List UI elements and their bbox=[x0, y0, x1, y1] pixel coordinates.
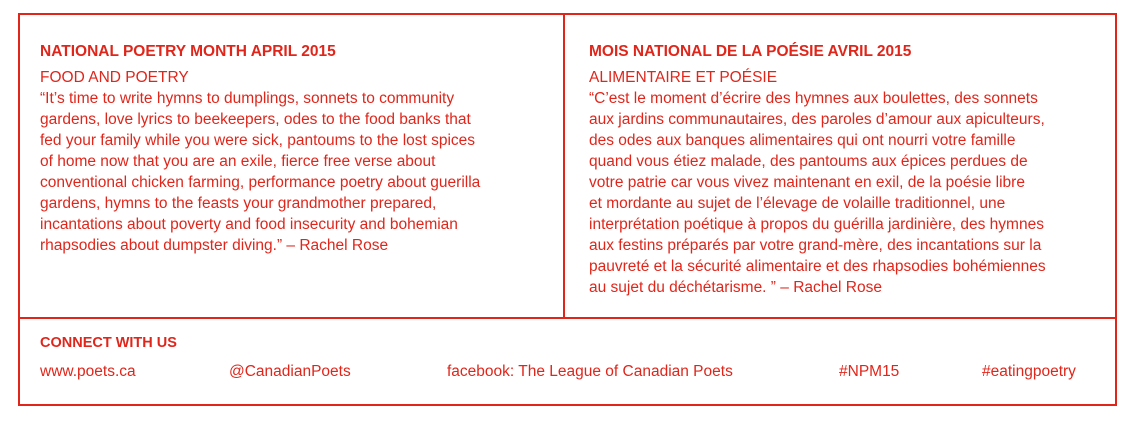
quote-line: incantations about poverty and food insecurity and bohemian bbox=[40, 216, 458, 233]
quote-line: conventional chicken farming, performance poetry about guerilla bbox=[40, 174, 481, 191]
quote-line: au sujet du déchétarisme. ” – Rachel Rose bbox=[589, 279, 882, 296]
quote-line: interprétation poétique à propos du guérilla jardinière, des hymnes bbox=[589, 216, 1044, 233]
english-quote bbox=[40, 88, 550, 256]
quote-line: “C’est le moment d’écrire des hymnes aux boulettes, des sonnets bbox=[589, 90, 1038, 107]
website-link[interactable]: www.poets.ca bbox=[40, 363, 136, 380]
hashtag-eatingpoetry[interactable]: #eatingpoetry bbox=[982, 363, 1076, 380]
quote-line: votre patrie car vous vivez maintenant en exil, de la poésie libre bbox=[589, 174, 1025, 191]
french-heading bbox=[589, 42, 1099, 62]
english-column bbox=[40, 42, 550, 256]
quote-line: fed your family while you were sick, pantoums to the lost spices bbox=[40, 132, 476, 149]
english-heading bbox=[40, 42, 550, 62]
column-divider bbox=[563, 13, 565, 319]
hashtag-npm15[interactable]: #NPM15 bbox=[839, 363, 900, 380]
quote-line: pauvreté et la sécurité alimentaire et des rhapsodies bohémiennes bbox=[589, 258, 1046, 275]
quote-line: of home now that you are an exile, fierce free verse about bbox=[40, 153, 436, 170]
quote-line: gardens, love lyrics to beekeepers, odes to the food banks that bbox=[40, 111, 471, 128]
french-quote bbox=[589, 88, 1099, 298]
quote-line: gardens, hymns to the feasts your grandmother prepared, bbox=[40, 195, 437, 212]
english-heading-date: APRIL 2015 bbox=[246, 43, 336, 60]
quote-line: “It’s time to write hymns to dumplings, sonnets to community bbox=[40, 90, 455, 107]
english-subheading: FOOD AND POETRY bbox=[40, 69, 189, 86]
connect-heading: CONNECT WITH US bbox=[40, 335, 177, 351]
facebook-link[interactable]: facebook: The League of Canadian Poets bbox=[447, 363, 733, 380]
quote-line: rhapsodies about dumpster diving.” – Rachel Rose bbox=[40, 237, 389, 254]
french-heading-date: AVRIL 2015 bbox=[823, 43, 912, 60]
section-divider bbox=[18, 317, 1117, 319]
french-heading-title: MOIS NATIONAL DE LA POÉSIE bbox=[589, 43, 824, 60]
quote-line: et mordante au sujet de l’élevage de volaille traditionnel, une bbox=[589, 195, 1006, 212]
quote-line: aux festins préparés par votre grand-mère, des incantations sur la bbox=[589, 237, 1042, 254]
french-subheading: ALIMENTAIRE ET POÉSIE bbox=[589, 69, 778, 86]
quote-line: quand vous étiez malade, des pantoums aux épices perdues de bbox=[589, 153, 1028, 170]
english-heading-title: NATIONAL POETRY MONTH bbox=[40, 43, 247, 60]
quote-line: des odes aux banques alimentaires qui ont nourri votre famille bbox=[589, 132, 1016, 149]
quote-line: aux jardins communautaires, des paroles d’amour aux apiculteurs, bbox=[589, 111, 1045, 128]
french-column bbox=[589, 42, 1099, 298]
twitter-link[interactable]: @CanadianPoets bbox=[229, 363, 351, 380]
